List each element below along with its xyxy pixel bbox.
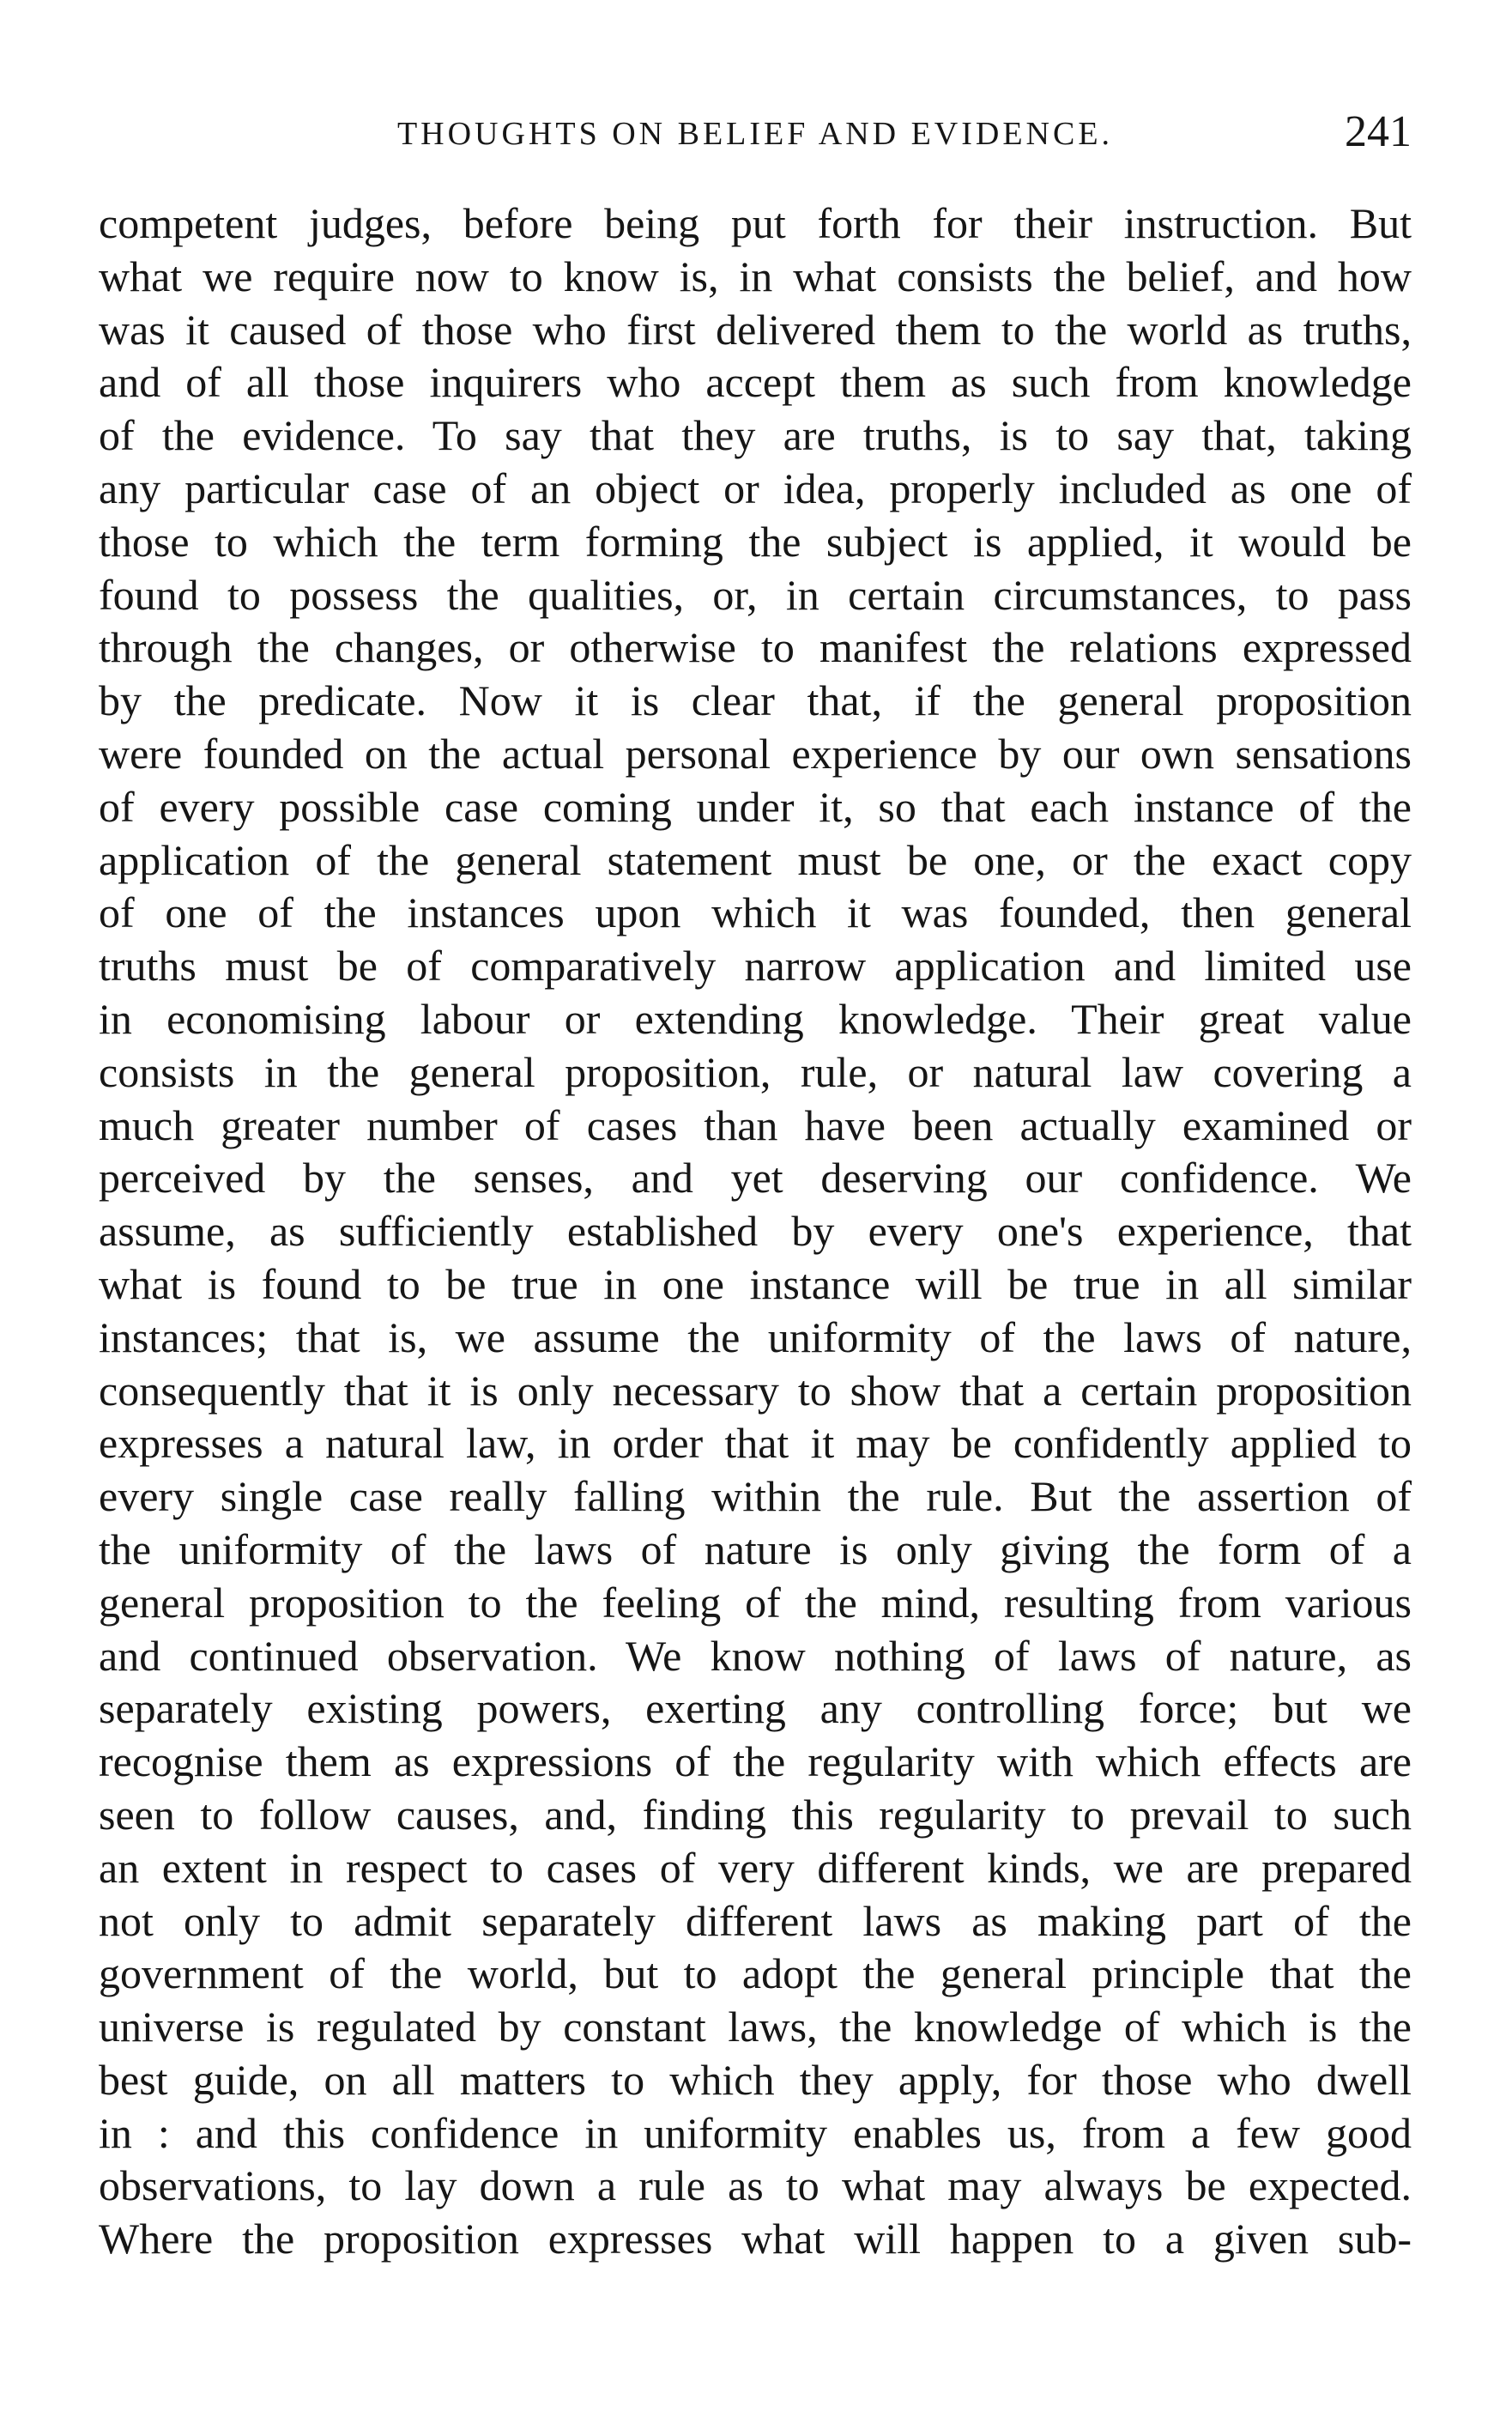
- text-line: Where the proposition expresses what will happen to a given sub-: [99, 2215, 1412, 2263]
- text-line: of the evidence. To say that they are truths, is to say that, taking: [99, 411, 1412, 460]
- text-line: general proposition to the feeling of the mind, resulting from various: [99, 1578, 1412, 1627]
- running-head: [99, 107, 1412, 170]
- text-line: of one of the instances upon which it was founded, then general: [99, 888, 1412, 937]
- text-line: was it caused of those who first delivered them to the world as truths,: [99, 305, 1412, 354]
- text-line: not only to admit separately different laws as making part of the: [99, 1896, 1412, 1945]
- text-line: application of the general statement must be one, or the exact copy: [99, 835, 1412, 884]
- text-line: and of all those inquirers who accept them as such from knowledge: [99, 358, 1412, 407]
- text-line: recognise them as expressions of the regularity with which effects are: [99, 1737, 1412, 1786]
- text-line: assume, as sufficiently established by every one's experience, that: [99, 1207, 1412, 1256]
- text-line: found to possess the qualities, or, in certain circumstances, to pass: [99, 570, 1412, 619]
- text-line: every single case really falling within the rule. But the assertion of: [99, 1472, 1412, 1521]
- text-line: an extent in respect to cases of very different kinds, we are prepared: [99, 1843, 1412, 1892]
- text-line: were founded on the actual personal experience by our own sensations: [99, 729, 1412, 778]
- text-line: the uniformity of the laws of nature is only giving the form of a: [99, 1524, 1412, 1573]
- text-line: government of the world, but to adopt the general principle that the: [99, 1949, 1412, 1998]
- text-line: observations, to lay down a rule as to what may always be expected.: [99, 2161, 1412, 2210]
- text-line: best guide, on all matters to which they apply, for those who dwell: [99, 2055, 1412, 2104]
- text-line: through the changes, or otherwise to manifest the relations expressed: [99, 623, 1412, 672]
- text-line: consequently that it is only necessary to show that a certain proposition: [99, 1366, 1412, 1415]
- text-line: and continued observation. We know nothing of laws of nature, as: [99, 1631, 1412, 1680]
- text-line: separately existing powers, exerting any controlling force; but we: [99, 1684, 1412, 1733]
- text-line: instances; that is, we assume the uniformity of the laws of nature,: [99, 1312, 1412, 1361]
- text-line: by the predicate. Now it is clear that, if the general proposition: [99, 676, 1412, 725]
- text-line: in : and this confidence in uniformity enables us, from a few good: [99, 2108, 1412, 2157]
- text-line: perceived by the senses, and yet deserving our confidence. We: [99, 1154, 1412, 1203]
- text-line: truths must be of comparatively narrow application and limited use: [99, 942, 1412, 991]
- text-line: of every possible case coming under it, so that each instance of the: [99, 782, 1412, 831]
- text-line: expresses a natural law, in order that it may be confidently applied to: [99, 1419, 1412, 1468]
- text-line: competent judges, before being put forth for their instruction. But: [99, 199, 1412, 247]
- text-line: what is found to be true in one instance will be true in all similar: [99, 1259, 1412, 1308]
- text-line: universe is regulated by constant laws, the knowledge of which is the: [99, 2003, 1412, 2051]
- text-line: much greater number of cases than have been actually examined or: [99, 1100, 1412, 1149]
- text-line: what we require now to know is, in what consists the belief, and how: [99, 251, 1412, 300]
- running-title: THOUGHTS ON BELIEF AND EVIDENCE.: [396, 116, 1114, 152]
- text-line: consists in the general proposition, rule, or natural law covering a: [99, 1047, 1412, 1096]
- text-line: in economising labour or extending knowledge. Their great value: [99, 994, 1412, 1043]
- page-number: 241: [1345, 107, 1412, 156]
- text-line: those to which the term forming the subject is applied, it would be: [99, 517, 1412, 566]
- text-line: seen to follow causes, and, finding this regularity to prevail to such: [99, 1790, 1412, 1839]
- text-line: any particular case of an object or idea, properly included as one of: [99, 464, 1412, 512]
- body-text: [99, 197, 1412, 2395]
